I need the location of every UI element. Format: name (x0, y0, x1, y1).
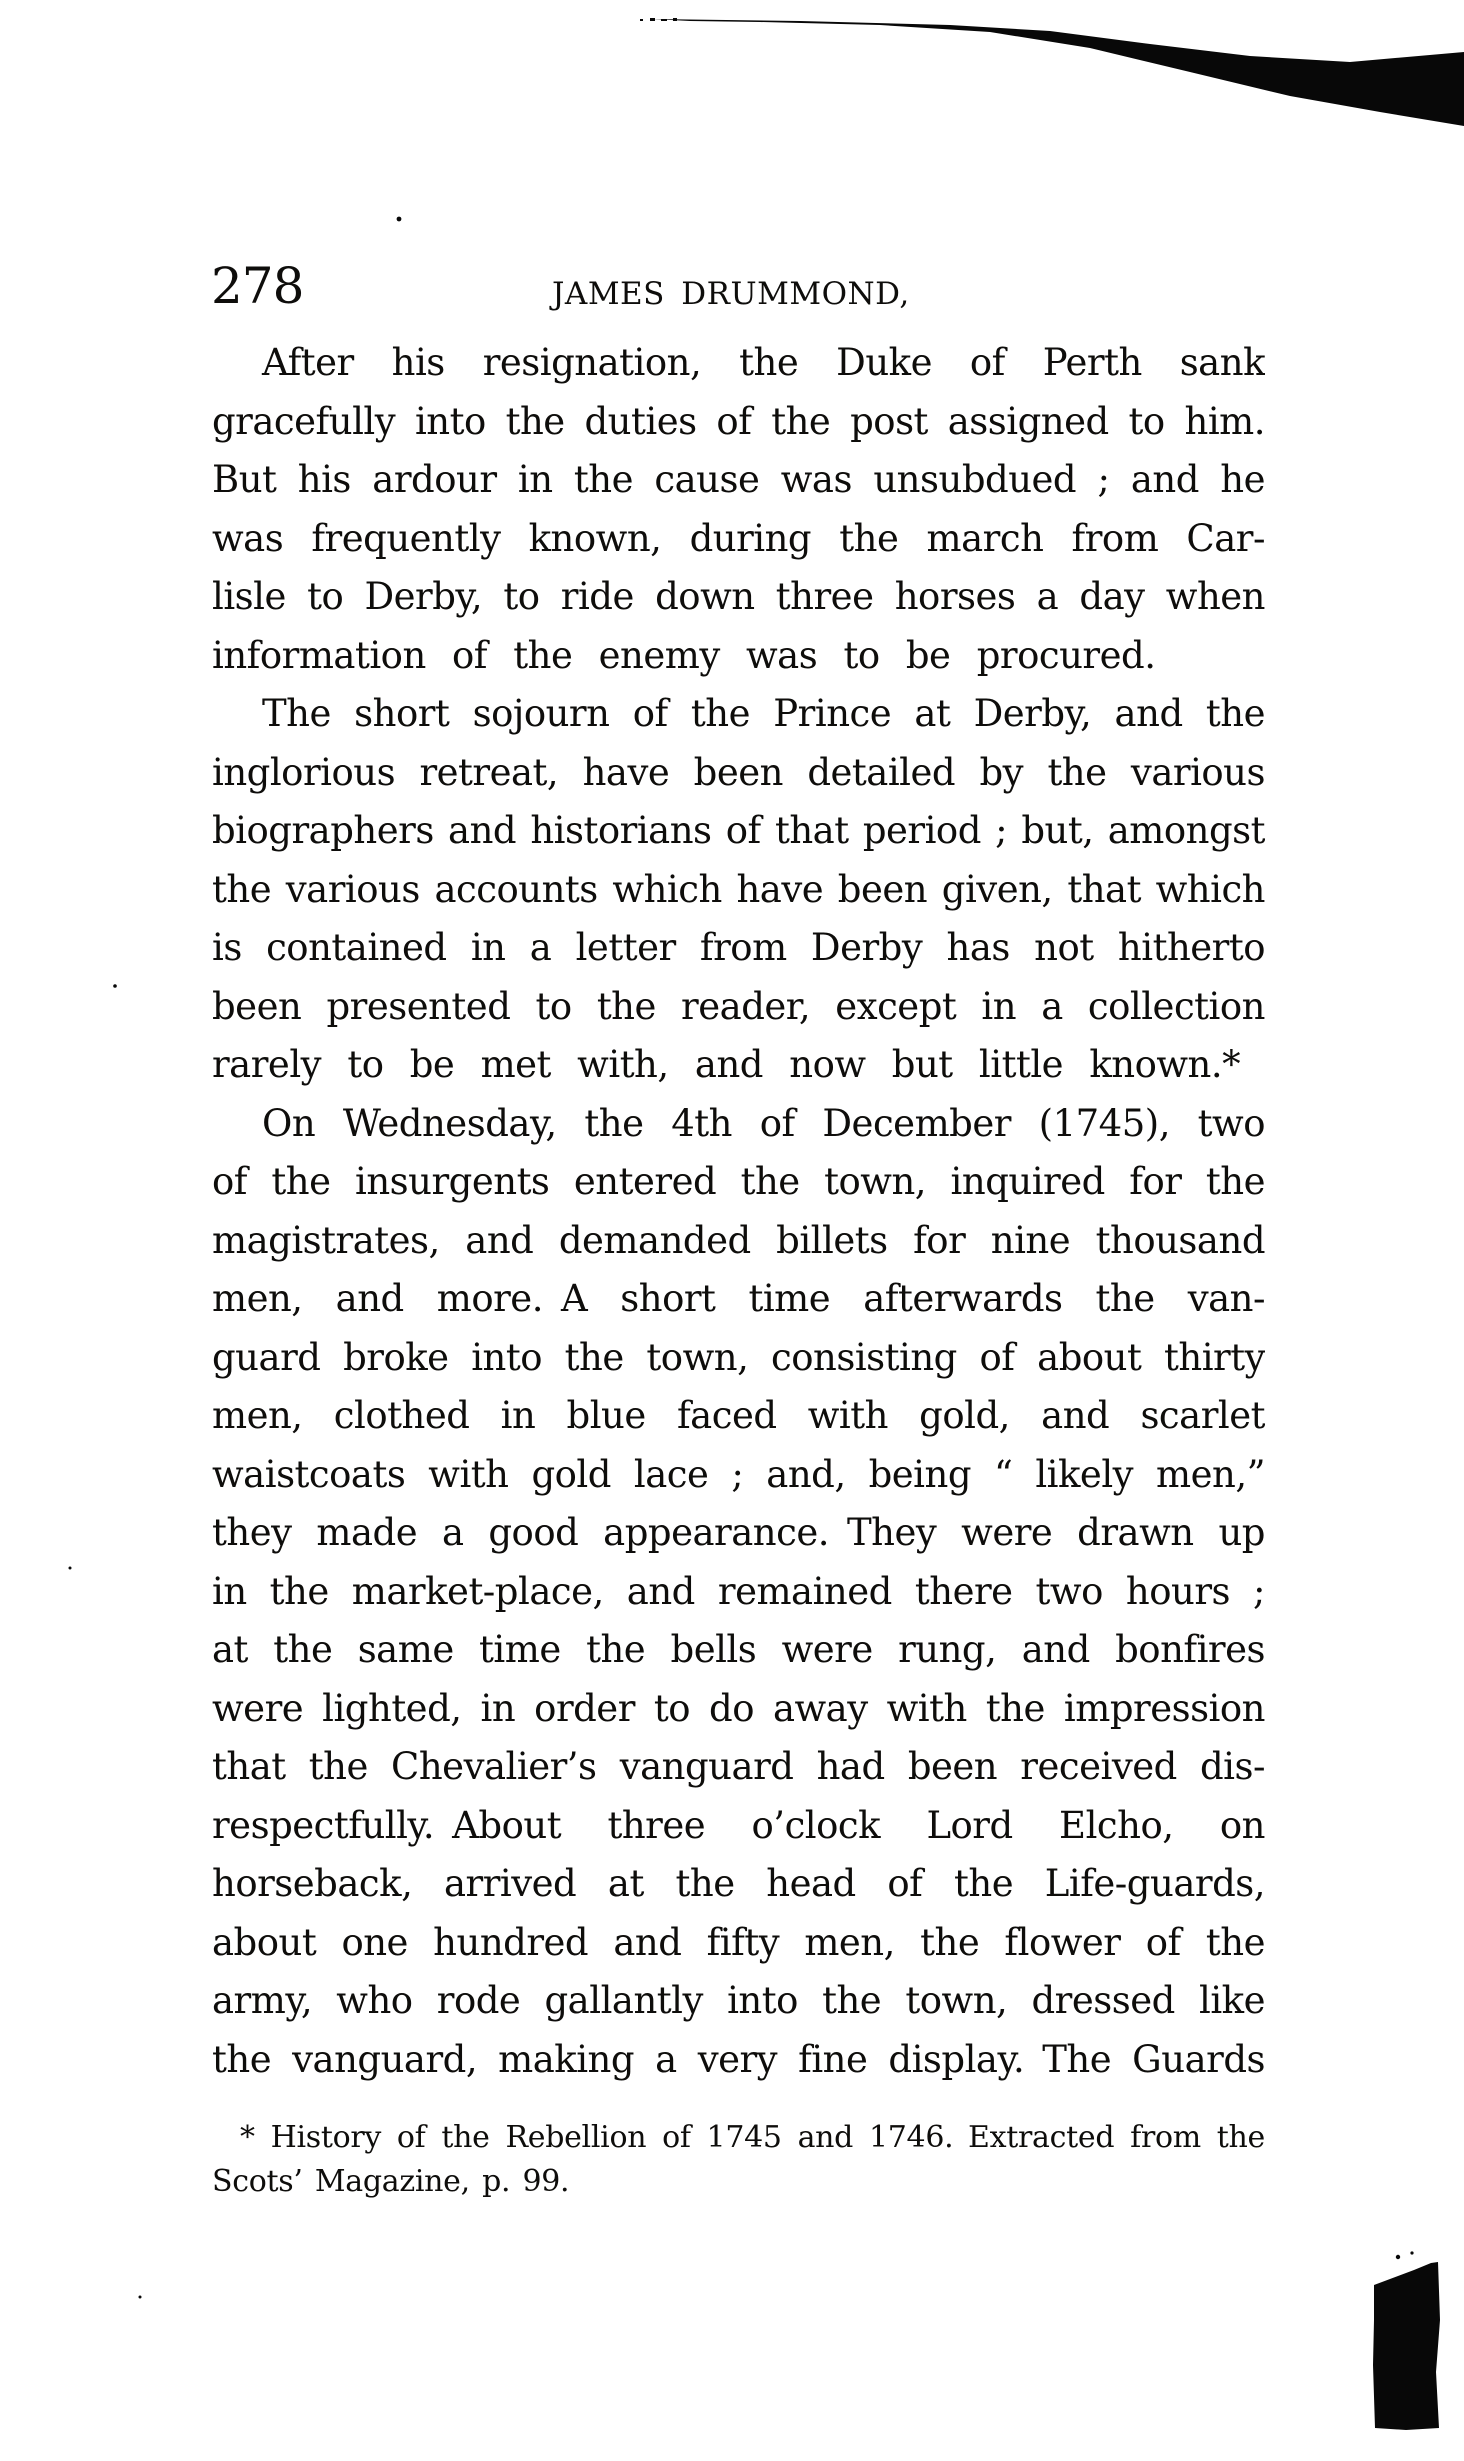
body-line: about one hundred and fifty men, the flower of the (212, 1920, 1265, 1964)
body-line: magistrates, and demanded billets for nine thousand (212, 1218, 1265, 1262)
body-line: been presented to the reader, except in a collection (212, 984, 1265, 1028)
body-line: guard broke into the town, consisting of about thirty (212, 1335, 1265, 1379)
page-number: 278 (211, 257, 304, 315)
body-line: On Wednesday, the 4th of December (1745), two (262, 1101, 1265, 1145)
body-line: rarely to be met with, and now but little known.* (212, 1043, 1241, 1086)
body-line: respectfully. About three o’clock Lord Elcho, on (212, 1803, 1265, 1847)
smudge-speck (661, 19, 667, 21)
body-line: horseback, arrived at the head of the Life-guards, (212, 1862, 1265, 1905)
smudge-speck (650, 18, 655, 21)
body-line: is contained in a letter from Derby has not hitherto (212, 926, 1265, 969)
bottom-right-scan-bar-artifact (1373, 2262, 1440, 2430)
body-line: The short sojourn of the Prince at Derby, and the (262, 692, 1265, 735)
body-line: biographers and historians of that period ; but, amongst (212, 809, 1265, 852)
ink-speck (113, 984, 117, 988)
body-line: the various accounts which have been given, that which (212, 867, 1265, 911)
body-line: lisle to Derby, to ride down three horses a day when (212, 575, 1265, 618)
body-line: the vanguard, making a very fine display. The Guards (212, 2037, 1265, 2081)
footnote-line: Scots’ Magazine, p. 99. (212, 2164, 570, 2199)
body-line: waistcoats with gold lace ; and, being “ likely men,” (212, 1452, 1265, 1496)
body-line: gracefully into the duties of the post assigned to him. (212, 399, 1265, 443)
body-line: men, and more. A short time afterwards the van- (212, 1277, 1265, 1320)
body-line: of the insurgents entered the town, inquired for the (212, 1160, 1265, 1203)
ink-speck (1396, 2255, 1400, 2259)
smudge-speck (640, 19, 643, 21)
body-line: that the Chevalier’s vanguard had been received dis- (212, 1745, 1265, 1788)
ink-speck (139, 2296, 142, 2299)
body-text (212, 334, 1265, 2089)
body-line: army, who rode gallantly into the town, dressed like (212, 1979, 1265, 2022)
body-line: inglorious retreat, have been detailed by the various (212, 750, 1265, 794)
body-line: But his ardour in the cause was unsubdued ; and he (212, 458, 1265, 501)
footnote (212, 2116, 1265, 2204)
body-line: they made a good appearance. They were drawn up (212, 1511, 1265, 1554)
smudge-speck (673, 18, 677, 21)
page-curl-smudge-artifact (652, 19, 1464, 126)
body-line: men, clothed in blue faced with gold, and scarlet (212, 1394, 1265, 1437)
ink-speck (1410, 2251, 1413, 2254)
running-header: JAMES DRUMMOND, (552, 276, 910, 312)
body-line: in the market-place, and remained there two hours ; (212, 1569, 1265, 1613)
body-line: at the same time the bells were rung, and bonfires (212, 1628, 1265, 1671)
footnote-line: * History of the Rebellion of 1745 and 1746. Extracted from the (240, 2120, 1265, 2155)
ink-speck (397, 217, 402, 222)
body-line: was frequently known, during the march from Car- (212, 516, 1265, 560)
body-line: information of the enemy was to be procured. (212, 633, 1156, 677)
ink-speck (69, 1567, 72, 1570)
body-line: After his resignation, the Duke of Perth sank (262, 341, 1265, 384)
body-line: were lighted, in order to do away with the impression (212, 1686, 1265, 1730)
